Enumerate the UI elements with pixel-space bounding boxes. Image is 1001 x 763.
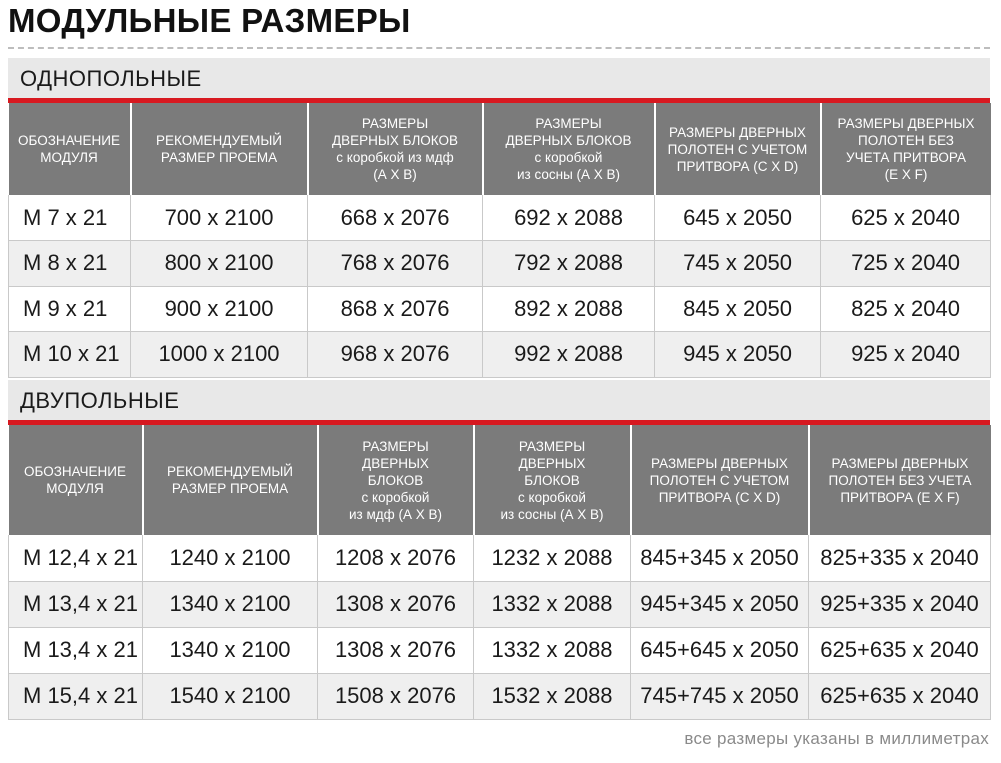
table-cell: М 7 х 21 [9, 195, 131, 241]
table-cell: 1340 х 2100 [143, 627, 318, 673]
table-cell: 625+635 х 2040 [809, 627, 991, 673]
table-cell: 825 х 2040 [821, 286, 991, 332]
table-cell: М 10 х 21 [9, 332, 131, 378]
table-cell: 745+745 х 2050 [631, 673, 809, 719]
table-cell: 668 х 2076 [308, 195, 483, 241]
table-cell: 1000 х 2100 [131, 332, 308, 378]
table-cell: 968 х 2076 [308, 332, 483, 378]
double-leaf-table [8, 425, 991, 720]
table-cell: 845 х 2050 [655, 286, 821, 332]
column-header: РАЗМЕРЫ ДВЕРНЫХ БЛОКОВ с коробкой из сосны (А Х В) [474, 425, 631, 535]
column-header: РАЗМЕРЫ ДВЕРНЫХ ПОЛОТЕН С УЧЕТОМ ПРИТВОРА (С Х D) [631, 425, 809, 535]
units-footnote: все размеры указаны в миллиметрах [684, 729, 989, 748]
table-row [9, 627, 991, 673]
column-header: РЕКОМЕНДУЕМЫЙ РАЗМЕР ПРОЕМА [131, 103, 308, 195]
column-header: РАЗМЕРЫ ДВЕРНЫХ ПОЛОТЕН С УЧЕТОМ ПРИТВОРА (С Х D) [655, 103, 821, 195]
table-cell: 992 х 2088 [483, 332, 655, 378]
table-cell: 792 х 2088 [483, 241, 655, 287]
table-cell: 625 х 2040 [821, 195, 991, 241]
table-cell: 1540 х 2100 [143, 673, 318, 719]
table-cell: 900 х 2100 [131, 286, 308, 332]
table-cell: 1308 х 2076 [318, 581, 474, 627]
table-row [9, 241, 991, 287]
table-cell: 625+635 х 2040 [809, 673, 991, 719]
table-cell: 700 х 2100 [131, 195, 308, 241]
table-cell: 1240 х 2100 [143, 535, 318, 581]
table-cell: 868 х 2076 [308, 286, 483, 332]
table-row [9, 195, 991, 241]
table-cell: 825+335 х 2040 [809, 535, 991, 581]
column-header: РАЗМЕРЫ ДВЕРНЫХ ПОЛОТЕН БЕЗ УЧЕТА ПРИТВОРА (Е Х F) [809, 425, 991, 535]
table-cell: М 12,4 х 21 [9, 535, 143, 581]
table-cell: 1232 х 2088 [474, 535, 631, 581]
table-header-row [9, 425, 991, 535]
section-title-double: ДВУПОЛЬНЫЕ [8, 380, 990, 422]
table-cell: 845+345 х 2050 [631, 535, 809, 581]
table-cell: М 13,4 х 21 [9, 581, 143, 627]
table-cell: 1208 х 2076 [318, 535, 474, 581]
table-cell: 1340 х 2100 [143, 581, 318, 627]
table-cell: 925 х 2040 [821, 332, 991, 378]
dashed-divider [8, 47, 990, 49]
table-cell: М 15,4 х 21 [9, 673, 143, 719]
table-cell: 692 х 2088 [483, 195, 655, 241]
table-cell: 1308 х 2076 [318, 627, 474, 673]
table-cell: 945 х 2050 [655, 332, 821, 378]
table-header-row [9, 103, 991, 195]
table-cell: 1508 х 2076 [318, 673, 474, 719]
table-row [9, 673, 991, 719]
table-cell: 1532 х 2088 [474, 673, 631, 719]
table-cell: 925+335 х 2040 [809, 581, 991, 627]
column-header: РАЗМЕРЫ ДВЕРНЫХ БЛОКОВ с коробкой из мдф (А Х В) [318, 425, 474, 535]
table-cell: 645 х 2050 [655, 195, 821, 241]
table-row [9, 535, 991, 581]
table-cell: М 8 х 21 [9, 241, 131, 287]
column-header: ОБОЗНАЧЕНИЕ МОДУЛЯ [9, 425, 143, 535]
table-cell: 945+345 х 2050 [631, 581, 809, 627]
table-cell: 645+645 х 2050 [631, 627, 809, 673]
column-header: РАЗМЕРЫ ДВЕРНЫХ ПОЛОТЕН БЕЗ УЧЕТА ПРИТВОРА (Е Х F) [821, 103, 991, 195]
column-header: ОБОЗНАЧЕНИЕ МОДУЛЯ [9, 103, 131, 195]
table-cell: М 13,4 х 21 [9, 627, 143, 673]
column-header: РЕКОМЕНДУЕМЫЙ РАЗМЕР ПРОЕМА [143, 425, 318, 535]
table-cell: 1332 х 2088 [474, 627, 631, 673]
table-cell: М 9 х 21 [9, 286, 131, 332]
table-row [9, 581, 991, 627]
table-cell: 892 х 2088 [483, 286, 655, 332]
table-cell: 800 х 2100 [131, 241, 308, 287]
column-header: РАЗМЕРЫ ДВЕРНЫХ БЛОКОВ с коробкой из сосны (А Х В) [483, 103, 655, 195]
table-cell: 768 х 2076 [308, 241, 483, 287]
table-cell: 1332 х 2088 [474, 581, 631, 627]
column-header: РАЗМЕРЫ ДВЕРНЫХ БЛОКОВ с коробкой из мдф (А Х В) [308, 103, 483, 195]
section-title-single: ОДНОПОЛЬНЫЕ [8, 58, 990, 100]
table-cell: 725 х 2040 [821, 241, 991, 287]
table-cell: 745 х 2050 [655, 241, 821, 287]
page-title: МОДУЛЬНЫЕ РАЗМЕРЫ [8, 2, 411, 39]
table-row [9, 286, 991, 332]
table-row [9, 332, 991, 378]
single-leaf-table [8, 103, 991, 378]
